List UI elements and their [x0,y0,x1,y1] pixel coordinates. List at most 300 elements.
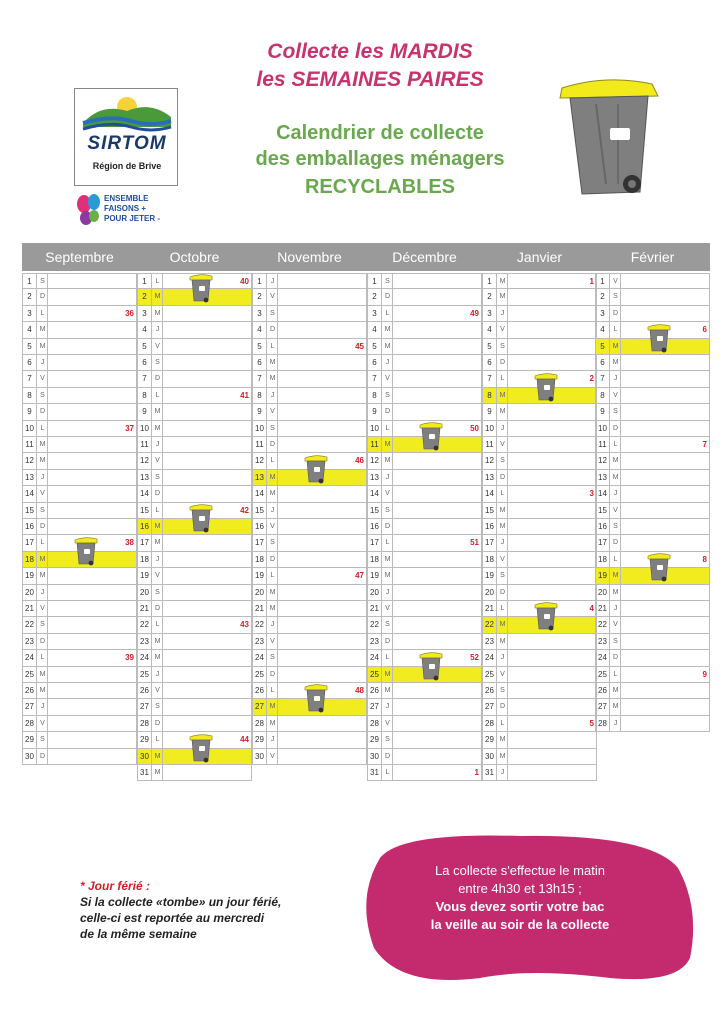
week-number: 38 [125,538,134,548]
month-header-fevrier: Février [630,249,675,265]
day-row [482,535,597,551]
weekday-letter: D [38,634,48,649]
day-number: 11 [368,437,382,452]
weekday-letter: D [153,486,163,501]
day-row [482,322,597,338]
day-number: 21 [596,601,610,616]
day-number: 5 [596,339,610,354]
day-number: 19 [253,568,267,583]
weekday-letter: D [38,749,48,764]
day-number: 26 [483,683,497,698]
weekday-letter: L [383,650,393,665]
day-row [595,404,710,420]
ferie-title: * Jour férié : [80,879,151,893]
day-number: 14 [253,486,267,501]
weekday-letter: V [153,568,163,583]
day-number: 8 [138,388,152,403]
day-number: 7 [138,371,152,386]
day-number: 9 [23,404,37,419]
weekday-letter: D [38,519,48,534]
day-number: 21 [138,601,152,616]
day-number: 26 [596,683,610,698]
day-row [22,683,137,699]
day-number: 17 [483,535,497,550]
day-number: 17 [368,535,382,550]
day-row [252,322,367,338]
day-row [252,617,367,633]
weekday-letter: D [611,650,621,665]
day-row [367,585,482,601]
day-row [22,667,137,683]
day-row [482,486,597,502]
day-number: 14 [138,486,152,501]
day-row [252,585,367,601]
day-row [22,322,137,338]
day-number: 13 [483,470,497,485]
day-number: 22 [23,617,37,632]
weekday-letter: V [611,617,621,632]
day-number: 31 [138,765,152,780]
day-row [22,617,137,633]
day-number: 2 [253,289,267,304]
weekday-letter: J [498,650,508,665]
weekday-letter: M [153,749,163,764]
day-row [137,322,252,338]
weekday-letter: M [268,601,278,616]
day-number: 6 [253,355,267,370]
weekday-letter: V [38,371,48,386]
day-number: 27 [596,699,610,714]
day-number: 7 [368,371,382,386]
day-number: 11 [596,437,610,452]
weekday-letter: S [611,404,621,419]
day-number: 22 [138,617,152,632]
day-row [22,273,137,289]
weekday-letter: S [268,306,278,321]
day-row [482,339,597,355]
day-row [252,273,367,289]
day-number: 6 [368,355,382,370]
day-number: 25 [368,667,382,682]
day-row [22,437,137,453]
day-row [22,519,137,535]
day-row [137,535,252,551]
landscape-icon [81,93,173,137]
day-number: 1 [253,274,267,288]
day-number: 19 [483,568,497,583]
weekday-letter: L [498,486,508,501]
day-row [367,371,482,387]
weekday-letter: V [498,552,508,567]
day-number: 8 [368,388,382,403]
day-row [482,404,597,420]
day-number: 28 [23,716,37,731]
weekday-letter: M [268,716,278,731]
recycling-bin-icon [189,273,213,308]
day-row [22,503,137,519]
day-number: 12 [483,453,497,468]
day-row [22,339,137,355]
recycling-bin-icon [189,503,213,538]
weekday-letter: M [383,552,393,567]
weekday-letter: S [611,289,621,304]
weekday-letter: M [268,585,278,600]
day-number: 14 [596,486,610,501]
week-number: 49 [470,308,479,318]
day-number: 4 [138,322,152,337]
day-row [367,732,482,748]
day-number: 14 [368,486,382,501]
day-row [252,568,367,584]
weekday-letter: D [383,404,393,419]
day-number: 14 [23,486,37,501]
day-number: 12 [368,453,382,468]
slogan-line-1: ENSEMBLE [104,194,149,203]
day-row [595,388,710,404]
day-row [252,535,367,551]
day-row [367,503,482,519]
day-row [482,650,597,666]
day-number: 18 [23,552,37,567]
weekday-letter: V [383,371,393,386]
day-row [482,273,597,289]
weekday-letter: S [153,470,163,485]
day-row [595,486,710,502]
butterfly-icon [76,192,102,228]
logo-name: SIRTOM [87,133,167,154]
day-row [252,503,367,519]
month-header-decembre: Décembre [392,249,457,265]
weekday-letter: M [268,355,278,370]
day-row [367,749,482,765]
day-row [22,453,137,469]
day-number: 28 [368,716,382,731]
week-number: 47 [355,571,364,581]
day-number: 25 [138,667,152,682]
weekday-letter: D [498,585,508,600]
day-number: 1 [483,274,497,288]
day-row [367,519,482,535]
week-number: 9 [702,669,707,679]
sirtom-logo [74,88,178,186]
day-number: 4 [483,322,497,337]
day-number: 30 [23,749,37,764]
weekday-letter: M [153,289,163,304]
weekday-letter: L [383,306,393,321]
day-number: 18 [483,552,497,567]
weekday-letter: L [611,437,621,452]
recycling-bin-icon [74,536,98,571]
day-row [367,486,482,502]
day-number: 30 [483,749,497,764]
day-number: 23 [483,634,497,649]
day-row [482,453,597,469]
week-number: 39 [125,653,134,663]
day-number: 1 [368,274,382,288]
weekday-letter: J [383,470,393,485]
day-row [22,749,137,765]
week-number: 51 [470,538,479,548]
day-number: 4 [368,322,382,337]
day-number: 19 [596,568,610,583]
weekday-letter: L [153,503,163,518]
weekday-letter: D [268,437,278,452]
weekday-letter: M [498,732,508,747]
weekday-letter: S [38,503,48,518]
day-number: 21 [368,601,382,616]
day-row [22,650,137,666]
weekday-letter: M [153,519,163,534]
week-number: 40 [240,277,249,286]
day-number: 3 [596,306,610,321]
day-number: 13 [368,470,382,485]
day-number: 19 [23,568,37,583]
weekday-letter: M [498,274,508,288]
day-number: 3 [138,306,152,321]
day-number: 16 [596,519,610,534]
weekday-letter: L [498,601,508,616]
weekday-letter: L [153,732,163,747]
day-number: 22 [483,617,497,632]
day-number: 23 [23,634,37,649]
weekday-letter: S [383,388,393,403]
day-row [482,749,597,765]
weekday-letter: J [611,486,621,501]
day-row [22,585,137,601]
day-row [367,388,482,404]
day-number: 6 [138,355,152,370]
day-number: 24 [138,650,152,665]
weekday-letter: D [38,289,48,304]
day-number: 31 [483,765,497,780]
day-number: 22 [253,617,267,632]
day-number: 22 [596,617,610,632]
weekday-letter: D [611,421,621,436]
day-row [595,273,710,289]
weekday-letter: V [383,486,393,501]
day-number: 7 [23,371,37,386]
day-number: 6 [596,355,610,370]
weekday-letter: J [383,585,393,600]
weekday-letter: S [38,732,48,747]
weekday-letter: M [153,634,163,649]
weekday-letter: M [38,667,48,682]
weekday-letter: M [498,749,508,764]
day-number: 15 [138,503,152,518]
weekday-letter: V [153,683,163,698]
weekday-letter: S [153,699,163,714]
week-number: 5 [589,718,594,728]
day-row [367,273,482,289]
logo-region: Région de Brive [92,161,162,171]
week-number: 44 [240,735,249,745]
day-row [137,552,252,568]
day-row [252,749,367,765]
day-row [367,535,482,551]
month-header-janvier: Janvier [516,249,563,265]
day-number: 3 [483,306,497,321]
weekday-letter: M [268,371,278,386]
ferie-line-2: celle-ci est reportée au mercredi [80,911,265,925]
day-row [595,503,710,519]
weekday-letter: J [498,421,508,436]
day-row [22,289,137,305]
day-number: 30 [368,749,382,764]
day-number: 7 [483,371,497,386]
day-row [367,765,482,781]
day-number: 29 [483,732,497,747]
weekday-letter: V [611,503,621,518]
weekday-letter: V [38,601,48,616]
day-number: 16 [138,519,152,534]
day-row [595,683,710,699]
weekday-letter: L [38,421,48,436]
weekday-letter: M [498,634,508,649]
day-row [482,306,597,322]
day-row [252,388,367,404]
weekday-letter: M [611,470,621,485]
weekday-letter: V [153,453,163,468]
day-row [482,355,597,371]
weekday-letter: S [38,617,48,632]
day-number: 7 [596,371,610,386]
weekday-letter: M [153,404,163,419]
day-number: 9 [368,404,382,419]
day-row [367,634,482,650]
weekday-letter: M [611,568,621,583]
day-number: 12 [253,453,267,468]
day-number: 8 [253,388,267,403]
weekday-letter: M [383,339,393,354]
weekday-letter: D [498,470,508,485]
day-row [482,421,597,437]
day-row [482,732,597,748]
day-number: 17 [23,535,37,550]
day-row [482,519,597,535]
day-row [137,306,252,322]
weekday-letter: L [383,535,393,550]
weekday-letter: D [268,322,278,337]
day-row [22,306,137,322]
day-row [22,421,137,437]
day-number: 27 [138,699,152,714]
weekday-letter: S [498,683,508,698]
weekday-letter: M [383,322,393,337]
weekday-letter: M [611,355,621,370]
day-number: 15 [368,503,382,518]
day-number: 11 [253,437,267,452]
day-number: 3 [23,306,37,321]
day-number: 25 [483,667,497,682]
day-row [595,585,710,601]
weekday-letter: M [153,650,163,665]
weekday-letter: S [611,634,621,649]
day-number: 12 [23,453,37,468]
day-row [252,306,367,322]
day-row [595,371,710,387]
day-row [137,601,252,617]
day-row [137,585,252,601]
weekday-letter: M [498,519,508,534]
day-number: 17 [596,535,610,550]
weekday-letter: S [38,274,48,288]
weekday-letter: J [498,765,508,780]
day-number: 15 [483,503,497,518]
weekday-letter: V [38,486,48,501]
weekday-letter: V [611,388,621,403]
weekday-letter: M [38,322,48,337]
day-number: 15 [23,503,37,518]
day-row [367,568,482,584]
day-number: 20 [368,585,382,600]
day-row [137,355,252,371]
day-number: 31 [368,765,382,780]
day-row [137,765,252,781]
day-number: 5 [23,339,37,354]
weekday-letter: J [268,274,278,288]
recycling-bin-icon [647,323,671,358]
weekday-letter: L [498,716,508,731]
day-row [252,371,367,387]
day-row [252,667,367,683]
week-number: 1 [589,277,594,286]
day-row [22,355,137,371]
weekday-letter: M [611,699,621,714]
week-number: 36 [125,308,134,318]
day-number: 5 [253,339,267,354]
day-row [595,716,710,732]
day-number: 23 [138,634,152,649]
weekday-letter: V [153,339,163,354]
weekday-letter: V [268,289,278,304]
weekday-letter: L [268,683,278,698]
weekday-letter: L [153,274,163,288]
day-number: 10 [253,421,267,436]
day-number: 9 [138,404,152,419]
day-number: 10 [483,421,497,436]
day-number: 25 [253,667,267,682]
month-header-septembre: Septembre [45,249,114,265]
week-number: 6 [702,325,707,335]
weekday-letter: V [383,601,393,616]
recycling-bin-icon [304,683,328,718]
recycling-bin-icon [304,454,328,489]
day-row [22,601,137,617]
weekday-letter: S [611,519,621,534]
day-number: 9 [253,404,267,419]
info-line-2: entre 4h30 et 13h15 ; [458,881,582,896]
day-number: 18 [253,552,267,567]
weekday-letter: M [38,552,48,567]
weekday-letter: M [383,453,393,468]
day-row [595,437,710,453]
ferie-line-1: Si la collecte «tombe» un jour férié, [80,895,282,909]
day-row [137,388,252,404]
day-row [595,535,710,551]
day-row [137,716,252,732]
day-row [595,634,710,650]
subtitle-line-2: des emballages ménagers [255,148,505,170]
weekday-letter: D [268,667,278,682]
week-number: 48 [355,686,364,695]
weekday-letter: V [383,716,393,731]
day-number: 26 [23,683,37,698]
weekday-letter: D [153,601,163,616]
day-row [22,568,137,584]
day-row [367,339,482,355]
weekday-letter: M [153,765,163,780]
day-number: 10 [596,421,610,436]
